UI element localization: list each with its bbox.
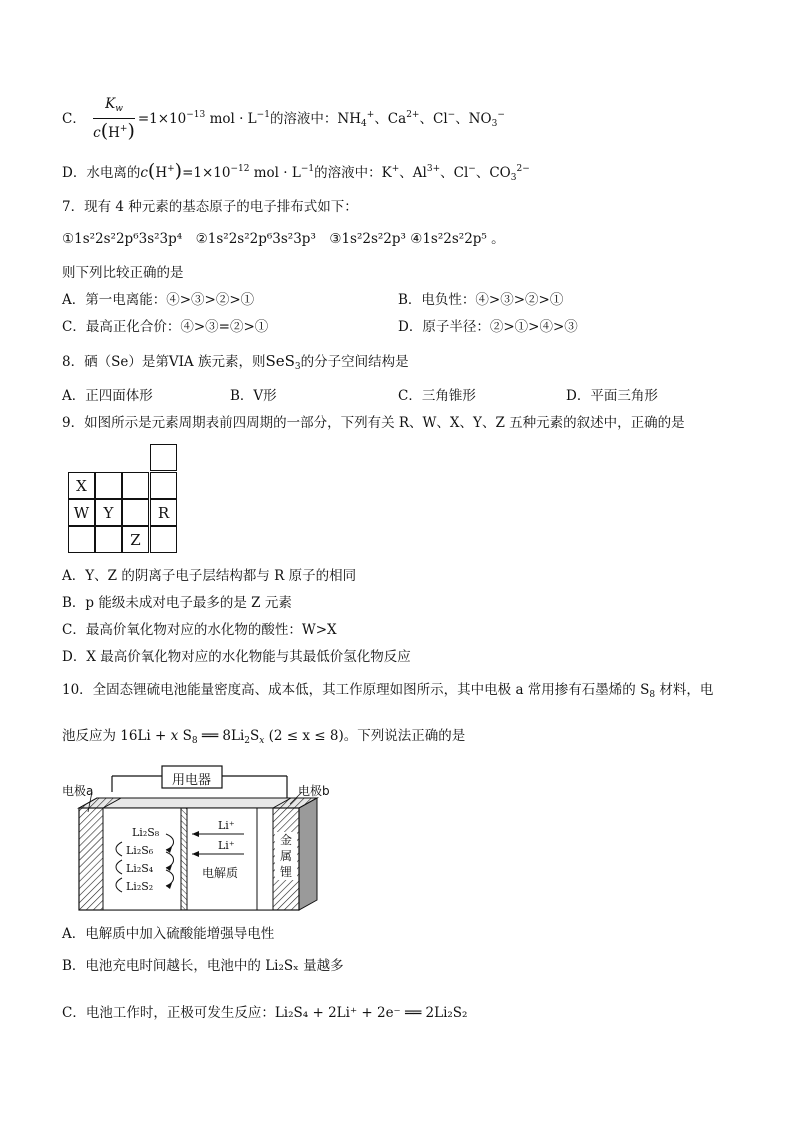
li-ion-label-2: Li⁺ [218,839,235,852]
kw-fraction: $\frac{K_w}{c(H^+)}$ [93,96,135,142]
pt-cell [68,526,95,553]
species-li2s2: Li₂S₂ [126,880,154,893]
species-li2s6: Li₂S₆ [126,844,154,857]
electrolyte-label: 电解质 [202,866,239,880]
q10-option-b[interactable]: B．电池充电时间越长，电池中的 Li₂Sₓ 量越多 [62,958,344,974]
q9-option-b[interactable]: B．p 能级未成对电子最多的是 Z 元素 [62,595,292,611]
pt-cell [95,526,122,553]
q7-stem: 7．现有 4 种元素的基态原子的电子排布式如下： [62,199,358,215]
q7-option-b[interactable]: B．电负性：④>③>②>① [398,292,564,308]
pt-cell [150,472,177,499]
pt-cell [122,499,149,526]
q9-stem: 9．如图所示是元素周期表前四周期的一部分，下列有关 R、W、X、Y、Z 五种元素的叙述中，正确的是 [62,415,685,431]
pt-cell-w: W [68,499,95,526]
pt-cell [122,472,149,499]
q6-option-c: C． $\frac{K_w}{c(H^+)}$ $=1\times 10^{-13}$ mol · $L^{-1}$的溶液中：$NH_4^+$、$Ca^{2+}$、Cl−、$NO_3^-$ [62,96,505,142]
q7-option-a[interactable]: A．第一电离能：④>③>②>① [62,292,255,308]
q8-option-d[interactable]: D．平面三角形 [566,388,658,404]
lithium-sulfur-battery-diagram [62,764,334,914]
pt-cell-x: X [68,472,95,499]
species-li2s8: Li₂S₈ [132,826,160,839]
metal-li-label: 金 属 锂 [275,832,297,880]
species-li2s4: Li₂S₄ [126,862,154,875]
q6-option-d: D．水电离的$c(H^+)=1\times 10^{-12}$ mol · $L^{-1}$的溶液中：K+、$Al^{3+}$、Cl−、$CO_3^{2-}$ [62,160,530,183]
q8-option-c[interactable]: C．三角锥形 [398,388,476,404]
option-label: C． [62,111,86,127]
pt-cell-r: R [150,499,177,526]
q10-stem-line1: 10．全固态锂硫电池能量密度高、成本低，其工作原理如图所示，其中电极 a 常用掺有石墨烯的 $S_8$ 材料，电 [62,682,714,700]
q7-substem: 则下列比较正确的是 [62,265,184,281]
pt-cell [95,472,122,499]
q10-option-c[interactable]: C．电池工作时，正极可发生反应：Li₂S₄ + 2Li⁺ + 2e⁻ ══ 2Li₂S₂ [62,1005,468,1021]
electrode-a-label: 电极a [62,784,94,798]
q8-option-a[interactable]: A．正四面体形 [62,388,153,404]
pt-cell [150,526,177,553]
electrode-b-label: 电极b [298,784,330,798]
q9-option-c[interactable]: C．最高价氧化物对应的水化物的酸性：W>X [62,622,337,638]
q8-option-b[interactable]: B．V形 [230,388,277,404]
q7-configs: ①1s²2s²2p⁶3s²3p⁴ ②1s²2s²2p⁶3s²3p³ ③1s²2s²2p³ ④1s²2s²2p⁵ 。 [62,231,505,247]
pt-cell-y: Y [95,499,122,526]
pt-cell [150,444,177,471]
pt-cell-z: Z [122,526,149,553]
q9-option-d[interactable]: D．X 最高价氧化物对应的水化物能与其最低价氢化物反应 [62,649,411,665]
q10-stem-line2: 池反应为 16Li + x $S_8$ ══ $8Li_2S_x$ (2 ≤ x ≤ 8)。下列说法正确的是 [62,728,466,746]
q10-option-a[interactable]: A．电解质中加入硫酸能增强导电性 [62,926,275,942]
li-ion-label-1: Li⁺ [218,819,235,832]
q7-option-c[interactable]: C．最高正化合价：④>③=②>① [62,319,269,335]
q9-option-a[interactable]: A．Y、Z 的阴离子电子层结构都与 R 原子的相同 [62,568,357,584]
q7-option-d[interactable]: D．原子半径：②>①>④>③ [398,319,578,335]
q8-stem: 8．硒（Se）是第VIA 族元素，则SeS$_3$的分子空间结构是 [62,352,409,372]
device-label: 用电器 [172,773,212,788]
